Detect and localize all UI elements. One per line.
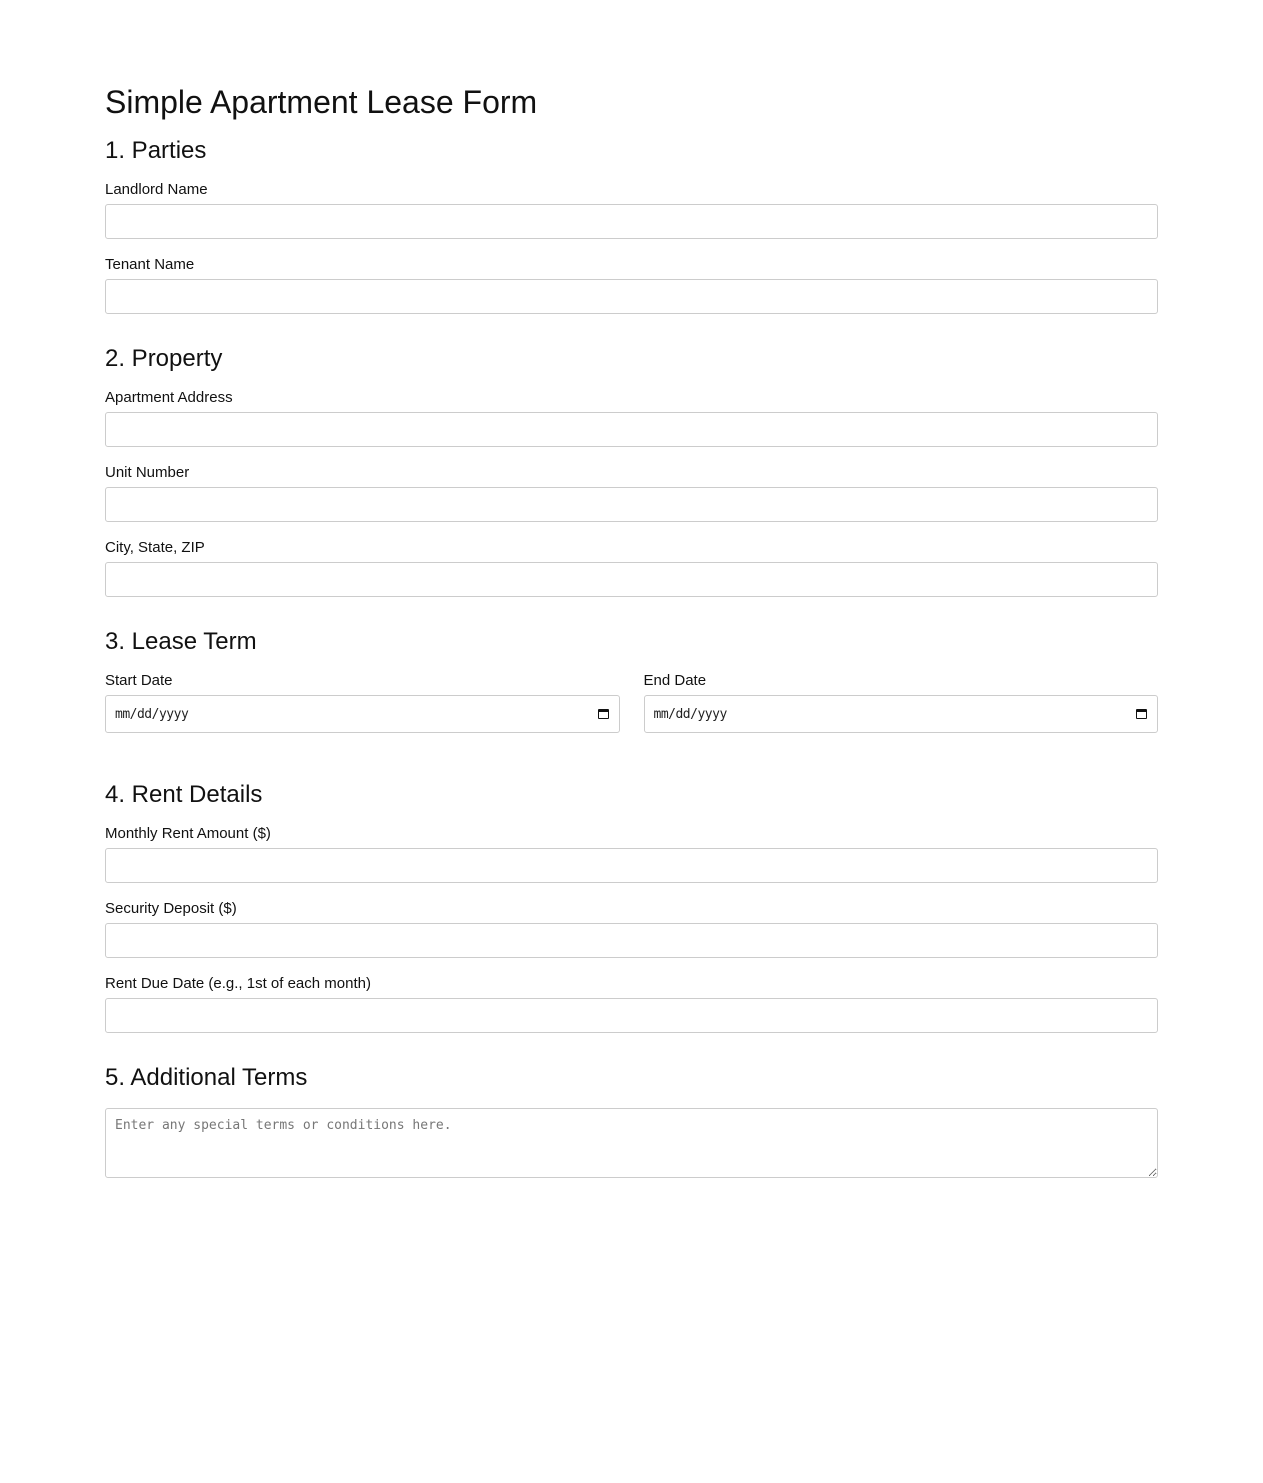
monthly-rent-label: Monthly Rent Amount ($) [105, 825, 271, 842]
end-date-placeholder: mm/dd/yyyy [653, 706, 727, 722]
monthly-rent-input[interactable] [105, 848, 1158, 883]
landlord-name-input[interactable] [105, 204, 1158, 239]
section-heading: 5. Additional Terms [105, 1064, 308, 1091]
page-title: Simple Apartment Lease Form [105, 84, 538, 120]
section-heading: 2. Property [105, 345, 223, 372]
tenant-name-label: Tenant Name [105, 256, 195, 273]
city-state-zip-input[interactable] [105, 562, 1158, 597]
additional-terms-textarea[interactable] [105, 1108, 1158, 1178]
landlord-name-label: Landlord Name [105, 181, 208, 198]
security-deposit-label: Security Deposit ($) [105, 900, 237, 917]
section-heading: 3. Lease Term [105, 628, 257, 655]
section-property [105, 345, 1158, 597]
unit-number-input[interactable] [105, 487, 1158, 522]
start-date-label: Start Date [105, 672, 173, 689]
section-rent-details [105, 781, 1158, 1033]
section-additional-terms [105, 1064, 1158, 1178]
apartment-address-input[interactable] [105, 412, 1158, 447]
section-parties [105, 137, 1158, 314]
section-lease-term [105, 628, 1158, 750]
unit-number-label: Unit Number [105, 464, 190, 481]
calendar-icon[interactable] [598, 709, 609, 719]
rent-due-date-input[interactable] [105, 998, 1158, 1033]
rent-due-date-label: Rent Due Date (e.g., 1st of each month) [105, 975, 371, 992]
start-date-input[interactable] [105, 695, 620, 733]
end-date-input[interactable] [644, 695, 1159, 733]
start-date-placeholder: mm/dd/yyyy [115, 706, 189, 722]
section-heading: 4. Rent Details [105, 781, 263, 808]
city-state-zip-label: City, State, ZIP [105, 539, 205, 556]
lease-form [105, 83, 1158, 1178]
security-deposit-input[interactable] [105, 923, 1158, 958]
section-heading: 1. Parties [105, 137, 207, 164]
calendar-icon[interactable] [1136, 709, 1147, 719]
tenant-name-input[interactable] [105, 279, 1158, 314]
end-date-label: End Date [643, 672, 707, 689]
apartment-address-label: Apartment Address [105, 389, 233, 406]
